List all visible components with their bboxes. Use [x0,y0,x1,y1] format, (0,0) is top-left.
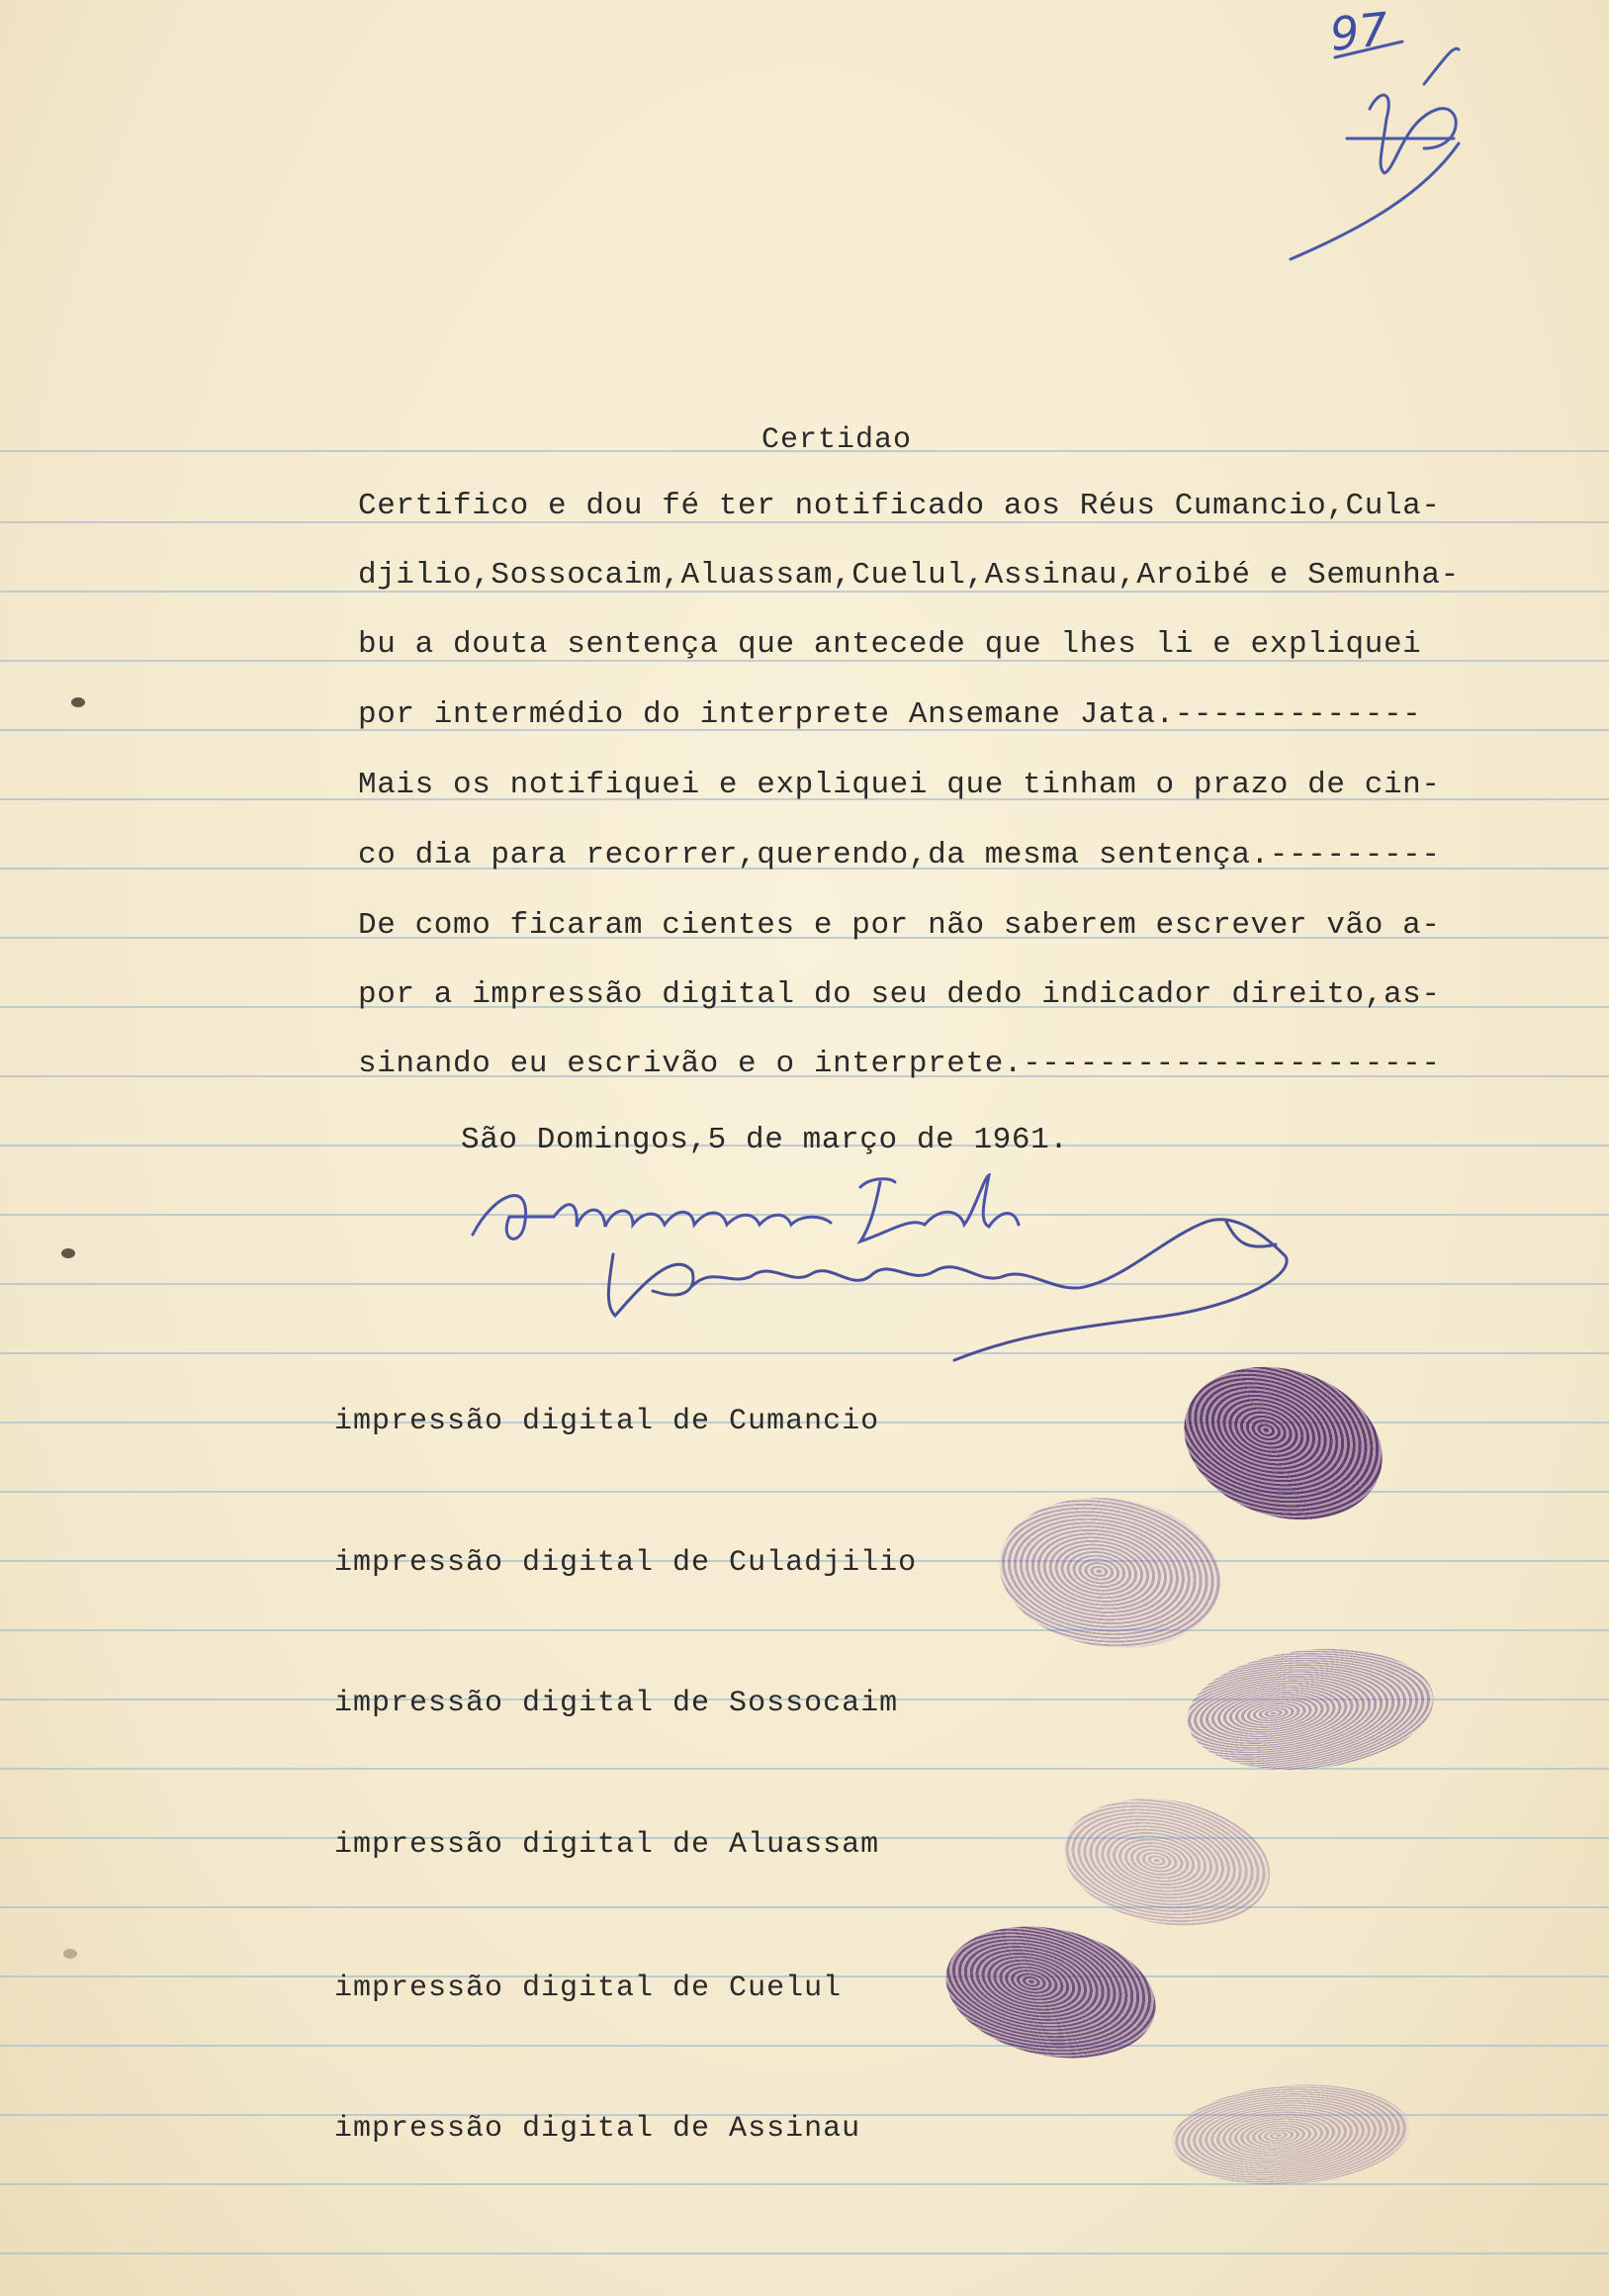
document-title: Certidao [761,423,913,457]
page-number: 97 [1327,2,1391,61]
body-line: por intermédio do interprete Ansemane Jata.------------- [358,697,1422,732]
body-line: De como ficaram cientes e por não saberem escrever vão a- [358,908,1441,943]
clerk-signature [608,1220,1287,1360]
body-line: por a impressão digital do seu dedo indicador direito,as- [358,977,1441,1012]
body-line: sinando eu escrivão e o interprete.---------------------- [358,1047,1441,1081]
body-line: bu a douta sentença que antecede que lhes li e expliquei [358,627,1422,662]
body-line: Certifico e dou fé ter notificado aos Réus Cumancio,Cula- [358,489,1441,523]
body-line: Mais os notifiquei e expliquei que tinham o prazo de cin- [358,768,1441,802]
fingerprint-row: impressão digital de Cuelul [334,1972,843,2005]
body-line: djilio,Sossocaim,Aluassam,Cuelul,Assinau,Aroibé e Semunha- [358,558,1460,593]
folio-initials [1291,42,1459,259]
fingerprint-row: impressão digital de Cumancio [334,1405,880,1438]
fingerprint-row: impressão digital de Sossocaim [334,1687,899,1720]
body-line: co dia para recorrer,querendo,da mesma sentença.--------- [358,838,1441,872]
fingerprint-row: impressão digital de Assinau [334,2112,861,2146]
fingerprint-row: impressão digital de Aluassam [334,1828,880,1862]
place-date-line: São Domingos,5 de março de 1961. [461,1123,1069,1157]
interpreter-signature [473,1175,1019,1241]
fingerprint-row: impressão digital de Culadjilio [334,1546,918,1580]
